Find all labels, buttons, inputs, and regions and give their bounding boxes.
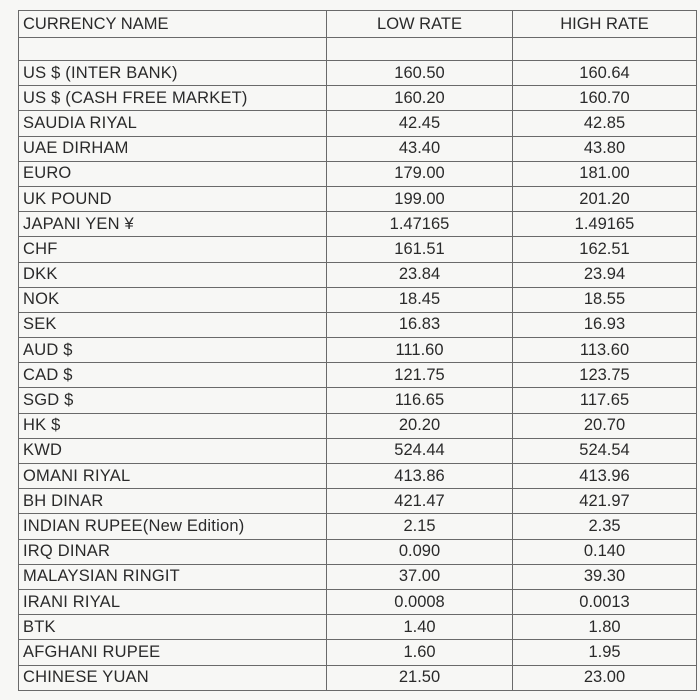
low-rate-cell: 116.65	[327, 388, 513, 413]
low-rate-cell: 0.090	[327, 539, 513, 564]
high-rate-cell: 39.30	[513, 564, 697, 589]
currency-name-cell: CHF	[19, 237, 327, 262]
high-rate-cell: 162.51	[513, 237, 697, 262]
high-rate-cell: 2.35	[513, 514, 697, 539]
high-rate-cell: 0.0013	[513, 589, 697, 614]
currency-name-cell: IRQ DINAR	[19, 539, 327, 564]
currency-name-cell: CAD $	[19, 363, 327, 388]
high-rate-cell: 1.80	[513, 615, 697, 640]
table-row	[19, 262, 697, 287]
high-rate-cell: 16.93	[513, 312, 697, 337]
low-rate-cell: 121.75	[327, 363, 513, 388]
blank-cell	[19, 38, 327, 61]
table-row	[19, 111, 697, 136]
high-rate-cell: 117.65	[513, 388, 697, 413]
table-row	[19, 615, 697, 640]
low-rate-cell: 0.0008	[327, 589, 513, 614]
table-row	[19, 464, 697, 489]
currency-name-cell: IRANI RIYAL	[19, 589, 327, 614]
table-row	[19, 61, 697, 86]
high-rate-cell: 18.55	[513, 287, 697, 312]
currency-name-cell: AUD $	[19, 338, 327, 363]
low-rate-cell: 179.00	[327, 161, 513, 186]
high-rate-cell: 23.00	[513, 665, 697, 690]
table-row	[19, 539, 697, 564]
low-rate-cell: 43.40	[327, 136, 513, 161]
table-row	[19, 186, 697, 211]
currency-name-cell: UAE DIRHAM	[19, 136, 327, 161]
currency-name-cell: EURO	[19, 161, 327, 186]
currency-name-cell: JAPANI YEN ¥	[19, 212, 327, 237]
high-rate-cell: 43.80	[513, 136, 697, 161]
table-row	[19, 136, 697, 161]
currency-name-cell: US $ (CASH FREE MARKET)	[19, 86, 327, 111]
header-high-rate: HIGH RATE	[513, 11, 697, 38]
table-row	[19, 489, 697, 514]
high-rate-cell: 0.140	[513, 539, 697, 564]
table-row	[19, 413, 697, 438]
currency-name-cell: DKK	[19, 262, 327, 287]
low-rate-cell: 421.47	[327, 489, 513, 514]
currency-name-cell: OMANI RIYAL	[19, 464, 327, 489]
table-row	[19, 212, 697, 237]
low-rate-cell: 524.44	[327, 438, 513, 463]
currency-name-cell: UK POUND	[19, 186, 327, 211]
low-rate-cell: 23.84	[327, 262, 513, 287]
currency-name-cell: SEK	[19, 312, 327, 337]
table-row	[19, 338, 697, 363]
low-rate-cell: 413.86	[327, 464, 513, 489]
low-rate-cell: 161.51	[327, 237, 513, 262]
high-rate-cell: 181.00	[513, 161, 697, 186]
table-row	[19, 287, 697, 312]
high-rate-cell: 413.96	[513, 464, 697, 489]
low-rate-cell: 160.20	[327, 86, 513, 111]
currency-name-cell: MALAYSIAN RINGIT	[19, 564, 327, 589]
low-rate-cell: 16.83	[327, 312, 513, 337]
table-row	[19, 438, 697, 463]
currency-name-cell: NOK	[19, 287, 327, 312]
currency-name-cell: BTK	[19, 615, 327, 640]
currency-name-cell: SGD $	[19, 388, 327, 413]
low-rate-cell: 20.20	[327, 413, 513, 438]
blank-cell	[327, 38, 513, 61]
low-rate-cell: 42.45	[327, 111, 513, 136]
header-low-rate: LOW RATE	[327, 11, 513, 38]
high-rate-cell: 20.70	[513, 413, 697, 438]
high-rate-cell: 1.49165	[513, 212, 697, 237]
high-rate-cell: 160.64	[513, 61, 697, 86]
table-row	[19, 640, 697, 665]
table-row	[19, 564, 697, 589]
table-row	[19, 312, 697, 337]
low-rate-cell: 111.60	[327, 338, 513, 363]
high-rate-cell: 160.70	[513, 86, 697, 111]
high-rate-cell: 123.75	[513, 363, 697, 388]
high-rate-cell: 113.60	[513, 338, 697, 363]
low-rate-cell: 199.00	[327, 186, 513, 211]
high-rate-cell: 524.54	[513, 438, 697, 463]
table-row	[19, 589, 697, 614]
low-rate-cell: 18.45	[327, 287, 513, 312]
blank-row	[19, 38, 697, 61]
currency-name-cell: HK $	[19, 413, 327, 438]
high-rate-cell: 1.95	[513, 640, 697, 665]
low-rate-cell: 37.00	[327, 564, 513, 589]
blank-cell	[513, 38, 697, 61]
low-rate-cell: 2.15	[327, 514, 513, 539]
low-rate-cell: 21.50	[327, 665, 513, 690]
currency-name-cell: US $ (INTER BANK)	[19, 61, 327, 86]
low-rate-cell: 1.60	[327, 640, 513, 665]
table-row	[19, 514, 697, 539]
currency-name-cell: KWD	[19, 438, 327, 463]
high-rate-cell: 23.94	[513, 262, 697, 287]
header-currency-name: CURRENCY NAME	[19, 11, 327, 38]
low-rate-cell: 1.40	[327, 615, 513, 640]
low-rate-cell: 1.47165	[327, 212, 513, 237]
currency-name-cell: INDIAN RUPEE(New Edition)	[19, 514, 327, 539]
currency-name-cell: SAUDIA RIYAL	[19, 111, 327, 136]
high-rate-cell: 201.20	[513, 186, 697, 211]
high-rate-cell: 42.85	[513, 111, 697, 136]
currency-name-cell: BH DINAR	[19, 489, 327, 514]
currency-name-cell: CHINESE YUAN	[19, 665, 327, 690]
table-row	[19, 161, 697, 186]
table-row	[19, 363, 697, 388]
table-header-row	[19, 11, 697, 38]
table-row	[19, 86, 697, 111]
table-row	[19, 388, 697, 413]
table-row	[19, 665, 697, 690]
currency-name-cell: AFGHANI RUPEE	[19, 640, 327, 665]
table-row	[19, 237, 697, 262]
high-rate-cell: 421.97	[513, 489, 697, 514]
low-rate-cell: 160.50	[327, 61, 513, 86]
currency-rates-table	[18, 10, 697, 691]
